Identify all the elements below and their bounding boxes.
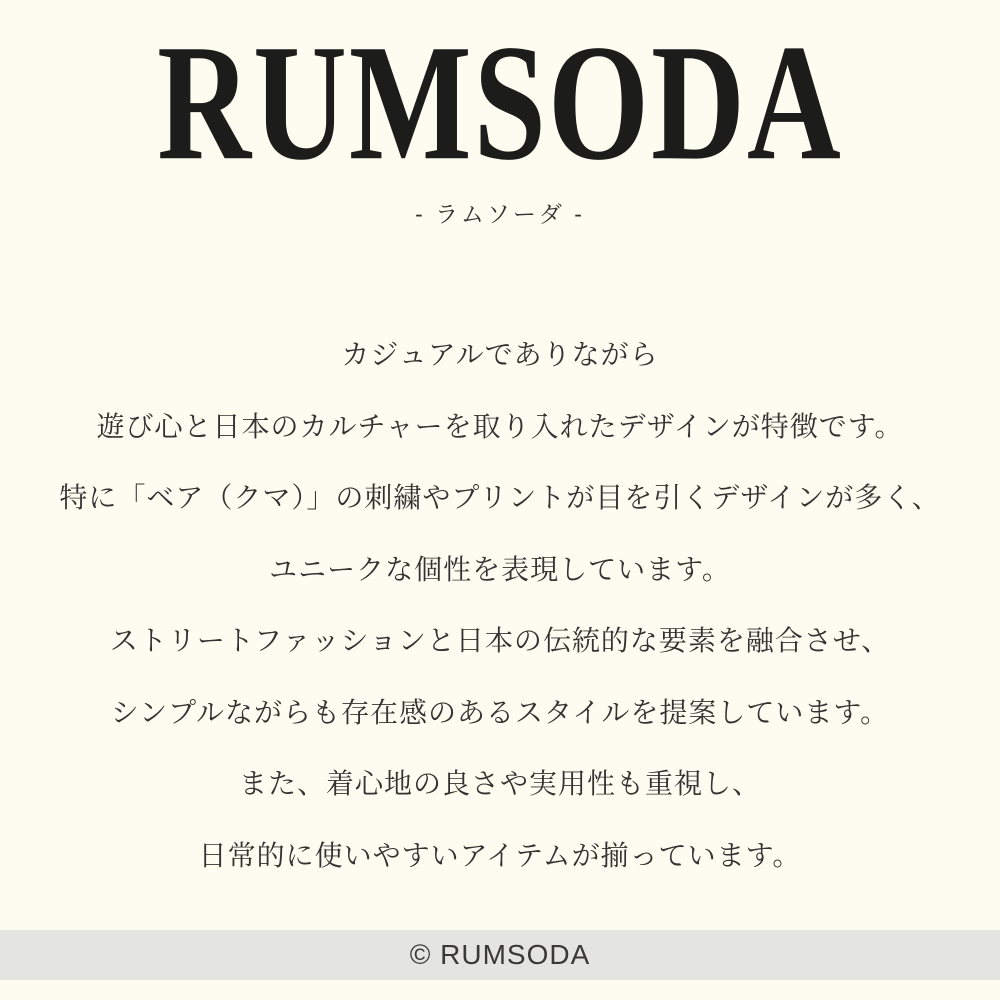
- description-line: ストリートファッションと日本の伝統的な要素を融合させ、: [109, 625, 891, 656]
- brand-subtitle: - ラムソーダ -: [415, 201, 585, 227]
- description-line: ユニークな個性を表現しています。: [269, 553, 731, 585]
- description-line: また、着心地の良さや実用性も重視し、: [238, 768, 761, 799]
- description-line: カジュアルでありながら: [341, 339, 659, 370]
- description-line: 遊び心と日本のカルチャーを取り入れたデザインが特徴です。: [96, 410, 904, 442]
- description-line: 特に「ベア（クマ）」の刺繍やプリントが目を引くデザインが多く、: [59, 482, 941, 513]
- footer-band: [0, 930, 1000, 980]
- description-line: シンプルながらも存在感のあるスタイルを提案しています。: [110, 696, 890, 728]
- footer-copyright: © RUMSODA: [409, 939, 591, 970]
- description-line: 日常的に使いやすいアイテムが揃っています。: [198, 839, 802, 871]
- brand-title: RUMSODA: [157, 11, 843, 196]
- brand-description: [0, 319, 1000, 891]
